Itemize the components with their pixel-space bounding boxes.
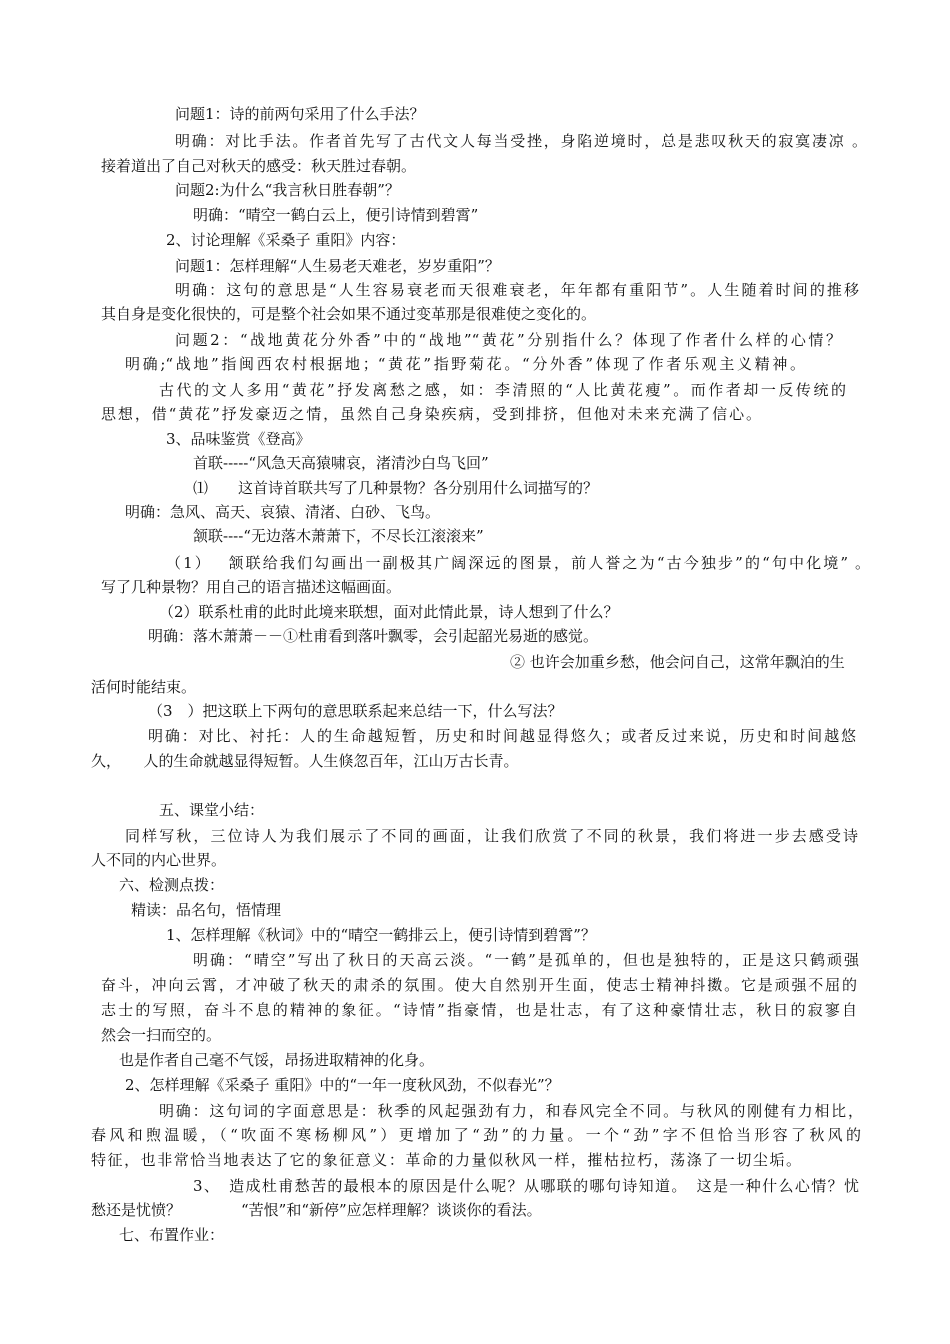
text-line: 人不同的内心世界。 (91, 851, 227, 869)
text-line: 春风和煦温暖，（“吹面不寒杨柳风”）更增加了“劲”的力量。一个“劲”字不但恰当形容了秋风的 (91, 1126, 861, 1144)
text-line: 3、 造成杜甫愁苦的最根本的原因是什么呢？从哪联的哪句诗知道。 这是一种什么心情？忧 (193, 1177, 859, 1195)
text-line: 奋斗，冲向云霄，才冲破了秋天的肃杀的氛围。使大自然别开生面，使志士精神抖擞。它是顽强不屈的 (101, 976, 857, 994)
text-line: 首联-----“风急天高猿啸哀，渚清沙白鸟飞回” (193, 454, 489, 472)
text-line: 问题1：诗的前两句采用了什么手法？ (175, 105, 425, 123)
text-line: （1） 颔联给我们勾画出一副极其广阔深远的图景，前人誉之为“古今独步”的“句中化境” 。 (166, 554, 870, 572)
text-line: 明确：“晴空”写出了秋日的天高云淡。“一鹤”是孤单的，但也是独特的，正是这只鹤顽强 (193, 951, 859, 969)
text-line: 明确：这句词的字面意思是：秋季的风起强劲有力，和春风完全不同。与秋风的刚健有力相比， (159, 1102, 863, 1120)
text-line: 明确：急风、高天、哀猿、清渚、白砂、飞鸟。 (125, 503, 441, 521)
text-line: 2、怎样理解《采桑子 重阳》中的“一年一度秋风劲，不似春光”？ (125, 1076, 560, 1094)
text-line: 明确：对比、衬托：人的生命越短暂，历史和时间越显得悠久；或者反过来说，历史和时间越悠 (148, 727, 856, 745)
text-line: ⑴ 这首诗首联共写了几种景物？各分别用什么词描写的？ (193, 479, 599, 497)
text-line: 明确;“战地”指闽西农村根据地；“黄花”指野菊花。“分外香”体现了作者乐观主义精神。 (125, 355, 805, 373)
text-line: （3 ）把这联上下两句的意思联系起来总结一下，什么写法？ (148, 702, 563, 720)
text-line: 古代的文人多用“黄花”抒发离愁之感，如：李清照的“人比黄花瘦”。而作者却一反传统的 (159, 381, 846, 399)
text-line: 1、怎样理解《秋词》中的“晴空一鹤排云上，便引诗情到碧霄”？ (166, 926, 596, 944)
text-line: 精读：品名句，悟情理 (131, 901, 282, 919)
text-line: 问题2：“战地黄花分外香”中的“战地”“黄花”分别指什么？体现了作者什么样的心情？ (175, 331, 841, 349)
text-line: 活何时能结束。 (91, 678, 197, 696)
text-line: 也是作者自己毫不气馁，昂扬进取精神的化身。 (119, 1051, 435, 1069)
text-line: 愁还是忧愤？ “苦恨”和“新停”应怎样理解？谈谈你的看法。 (91, 1201, 542, 1219)
text-line: 问题2:为什么“我言秋日胜春朝”？ (175, 181, 400, 199)
section-heading: 六、检测点拨： (119, 876, 225, 894)
text-line: 接着道出了自己对秋天的感受：秋天胜过春朝。 (101, 157, 417, 175)
text-line: 明确：落木萧萧－－①杜甫看到落叶飘零，会引起韶光易逝的感觉。 (148, 627, 599, 645)
text-line: 志士的写照，奋斗不息的精神的象征。“诗情”指豪情，也是壮志，有了这种豪情壮志，秋日的寂寥自 (101, 1001, 857, 1019)
text-line: 其自身是变化很快的，可是整个社会如果不通过变革那是很难使之变化的。 (101, 305, 597, 323)
text-line: 写了几种景物？用自己的语言描述这幅画面。 (101, 578, 402, 596)
text-line: （2）联系杜甫的此时此境来联想，面对此情此景，诗人想到了什么？ (159, 603, 619, 621)
text-line: 然会一扫而空的。 (101, 1026, 222, 1044)
section-heading: 2、讨论理解《采桑子 重阳》内容： (166, 231, 406, 249)
text-line: 同样写秋，三位诗人为我们展示了不同的画面，让我们欣赏了不同的秋景，我们将进一步去感受诗 (125, 827, 858, 845)
text-line: 特征，也非常恰当地表达了它的象征意义：革命的力量似秋风一样，摧枯拉朽，荡涤了一切尘垢。 (91, 1151, 801, 1169)
text-line: 明确：这句的意思是“人生容易衰老而天很难衰老，年年都有重阳节”。人生随着时间的推移 (175, 281, 859, 299)
section-heading: 五、课堂小结： (159, 801, 265, 819)
text-line: ② 也许会加重乡愁，他会问自己，这常年飘泊的生 (510, 653, 845, 671)
text-line: 明确：对比手法。作者首先写了古代文人每当受挫，身陷逆境时，总是悲叹秋天的寂寞凄凉 。 (175, 132, 867, 150)
section-heading: 3、品味鉴赏《登高》 (166, 430, 311, 448)
text-line: 颔联----“无边落木萧萧下，不尽长江滚滚来” (193, 527, 484, 545)
text-line: 问题1：怎样理解“人生易老天难老，岁岁重阳”？ (175, 257, 500, 275)
text-line: 明确：“晴空一鹤白云上，便引诗情到碧霄” (193, 206, 479, 224)
section-heading: 七、布置作业： (119, 1226, 225, 1244)
text-line: 久， 人的生命就越显得短暂。人生倏忽百年，江山万古长青。 (91, 752, 519, 770)
text-line: 思想，借“黄花”抒发豪迈之情，虽然自己身染疾病，受到排挤，但他对未来充满了信心。 (101, 405, 761, 423)
